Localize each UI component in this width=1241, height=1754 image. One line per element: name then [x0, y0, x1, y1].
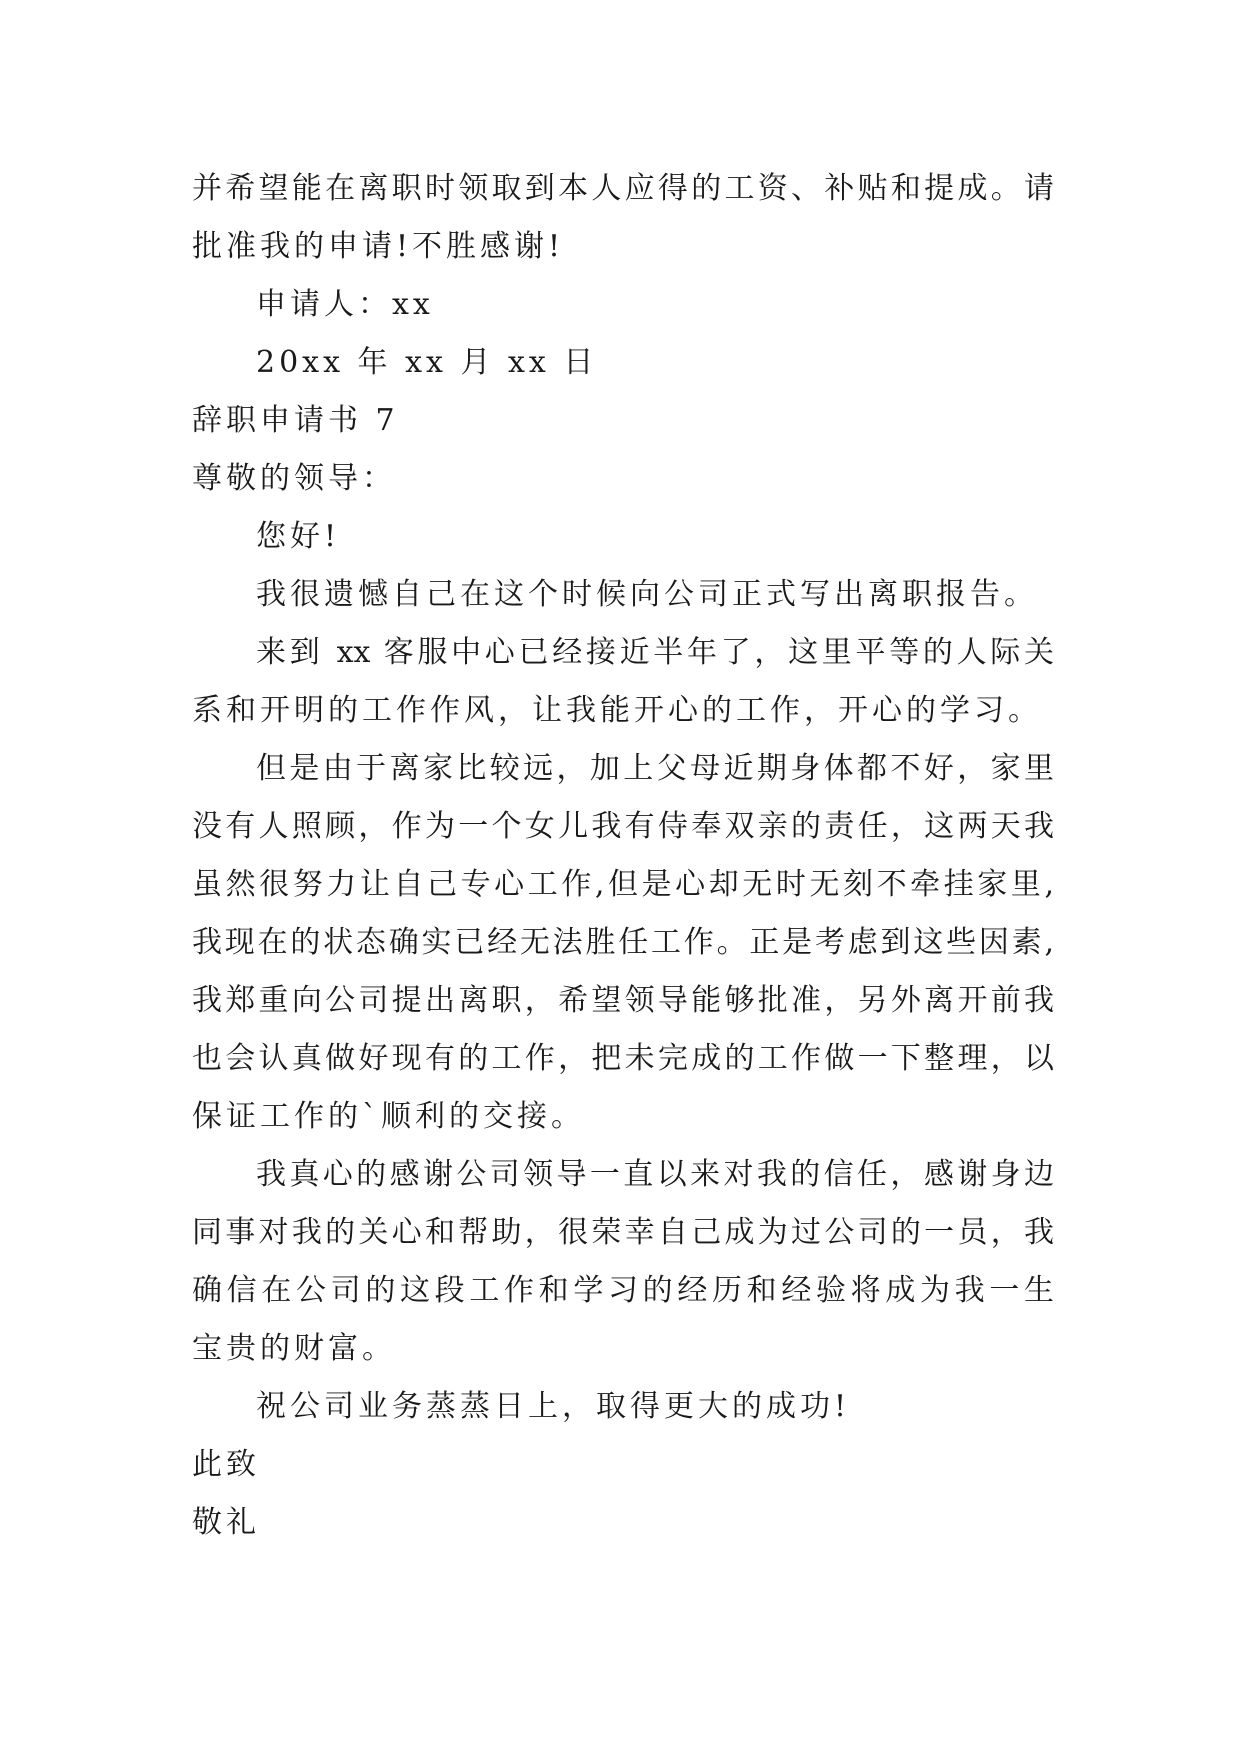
closing-wish: 祝公司业务蒸蒸日上，取得更大的成功! — [256, 1389, 851, 1424]
closing-line: 此致 — [192, 1447, 260, 1482]
text-line: 我郑重向公司提出离职，希望领导能够批准，另外离开前我 — [192, 983, 1054, 1018]
document-page — [192, 160, 1054, 1552]
text-line: 宝贵的财富。 — [192, 1331, 396, 1366]
text-line: 虽然很努力让自己专心工作,但是心却无时无刻不牵挂家里, — [192, 867, 1054, 902]
section-title: 辞职申请书 7 — [192, 403, 399, 438]
text-line: 但是由于离家比较远，加上父母近期身体都不好，家里 — [256, 751, 1054, 786]
text-line: 保证工作的`顺利的交接。 — [192, 1099, 585, 1134]
salutation: 尊敬的领导： — [192, 461, 396, 496]
text-line: 批准我的申请!不胜感谢! — [192, 229, 565, 264]
text-line: 我真心的感谢公司领导一直以来对我的信任，感谢身边 — [256, 1157, 1054, 1192]
text-line: 系和开明的工作作风，让我能开心的工作，开心的学习。 — [192, 693, 1042, 728]
text-line: 确信在公司的这段工作和学习的经历和经验将成为我一生 — [192, 1273, 1054, 1308]
text-line: 我现在的状态确实已经无法胜任工作。正是考虑到这些因素, — [192, 925, 1054, 960]
text-line: 并希望能在离职时领取到本人应得的工资、补贴和提成。请 — [192, 171, 1054, 206]
text-line: 同事对我的关心和帮助，很荣幸自己成为过公司的一员，我 — [192, 1215, 1054, 1250]
text-line: 来到 xx 客服中心已经接近半年了，这里平等的人际关 — [256, 635, 1054, 670]
text-line: 没有人照顾，作为一个女儿我有侍奉双亲的责任，这两天我 — [192, 809, 1054, 844]
applicant-line: 申请人：xx — [256, 287, 434, 322]
text-line: 我很遗憾自己在这个时候向公司正式写出离职报告。 — [256, 577, 1038, 612]
greeting: 您好! — [256, 519, 341, 554]
closing-line: 敬礼 — [192, 1505, 260, 1540]
text-line: 也会认真做好现有的工作，把未完成的工作做一下整理，以 — [192, 1041, 1054, 1076]
date-line: 20xx 年 xx 月 xx 日 — [256, 345, 598, 380]
